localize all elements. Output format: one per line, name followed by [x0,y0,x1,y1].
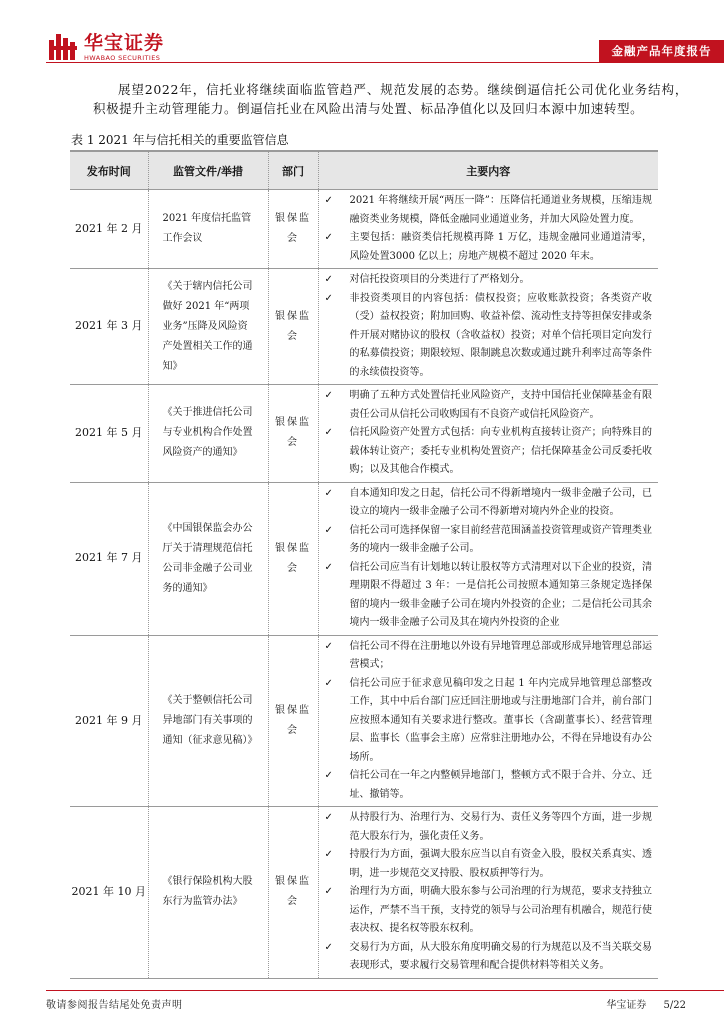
content-bullet [325,809,653,846]
header-department: 部门 [268,151,318,190]
row-department: 银保监会 [268,482,318,635]
bullet-text: 信托公司在一年之内整顿异地部门，整顿方式不限于合并、分立、迁址、撤销等。 [349,770,652,800]
footer-divider [46,990,724,991]
content-bullet [325,559,653,633]
content-bullet [325,290,653,383]
bullet-text: 信托风险资产处置方式包括：向专业机构直接转让资产；向特殊目的载体转让资产；委托专业机构处置资产；信托保障基金公司反委托收购；以及其他合作模式。 [349,427,652,475]
checkmark-icon: ✓ [324,487,333,499]
bullet-text: 信托公司可选择保留一家目前经营范围涵盖投资管理或资产管理类业务的境内一级非金融子公司。 [349,524,652,554]
row-document: 《关于辖内信托公司做好 2021 年“两项业务”压降及风险资产处置相关工作的通知》 [148,269,268,385]
content-bullet [325,271,653,290]
checkmark-icon: ✓ [324,640,333,652]
content-bullet [325,939,653,976]
content-bullet [325,522,653,559]
logo-chinese-name: 华宝证券 [84,32,165,54]
bullet-text: 对信托投资项目的分类进行了严格划分。 [349,274,530,285]
row-document: 《关于推进信托公司与专业机构合作处置风险资产的通知》 [148,385,268,483]
table-row [70,269,658,385]
row-department: 银保监会 [268,807,318,979]
content-bullet [325,387,653,424]
content-bullet [325,485,653,522]
checkmark-icon: ✓ [324,274,333,285]
table-caption: 表 1 2021 年与信托相关的重要监管信息 [71,133,289,147]
bullet-text: 治理行为方面，明确大股东参与公司治理的行为规范，要求支持独立运作，严禁不当干预，支持党的领导与公司治理有机融合，规范行使表决权、提名权等股东权利。 [349,886,652,934]
checkmark-icon: ✓ [324,390,333,401]
content-bullet [325,229,653,266]
checkmark-icon: ✓ [324,427,333,438]
row-content [318,482,658,635]
bullet-text: 信托公司应于征求意见稿印发之日起 1 年内完成异地管理总部整改工作，其中中后台部门应迁回注册地或与注册地部门合并，前台部门应按照本通知有关要求进行整改。董事长（含副董事长）、经营管理层、监事长（监事会主席）应常驻注册地办公，不得在异地设有办公场所。 [349,677,652,763]
row-department: 银保监会 [268,635,318,807]
bullet-text: 信托公司应当有计划地以转让股权等方式清理对以下企业的投资，清理期限不得超过 3 年：一是信托公司按照本通知第三条规定选择保留的境内一级非金融子公司在境内外投资的企业；二是信托公司其余境内一级非金融子公司及其在境内外投资的企业 [349,561,652,628]
checkmark-icon: ✓ [324,849,333,860]
header-document: 监管文件/举措 [148,151,268,190]
checkmark-icon: ✓ [324,292,333,304]
bullet-text: 信托公司不得在注册地以外设有异地管理总部或形成异地管理总部运营模式； [349,640,652,670]
row-document: 《银行保险机构大股东行为监管办法》 [148,807,268,979]
table-header-row [70,151,658,190]
row-department: 银保监会 [268,190,318,269]
page-header [0,0,724,70]
checkmark-icon: ✓ [324,941,333,953]
row-date: 2021 年 3 月 [70,269,148,385]
row-department: 银保监会 [268,269,318,385]
row-date: 2021 年 10 月 [70,807,148,979]
table-row [70,482,658,635]
bullet-text: 主要包括：融资类信托规模再降 1 万亿，违规金融同业通道清零，风险处置3000 亿以上；房地产规模不超过 2020 年末。 [349,232,652,262]
content-bullet [325,675,653,768]
report-type-tag: 金融产品年度报告 [599,40,724,62]
checkmark-icon: ✓ [324,195,333,206]
row-department: 银保监会 [268,385,318,483]
row-document: 2021 年度信托监管工作会议 [148,190,268,269]
content-bullet [325,192,653,229]
footer-disclaimer: 敬请参阅报告结尾处免责声明 [46,1000,183,1011]
row-document: 《关于整顿信托公司异地部门有关事项的通知（征求意见稿）》 [148,635,268,807]
bullet-text: 交易行为方面，从大股东角度明确交易的行为规范以及不当关联交易表现形式，要求履行交易管理和配合提供材料等相关义务。 [349,941,652,971]
footer-company: 华宝证券 [606,1000,647,1011]
content-bullet [325,424,653,480]
bullet-text: 自本通知印发之日起，信托公司不得新增境内一级非金融子公司，已设立的境内一级非金融子公司不得新增对境内外企业的投资。 [349,487,652,517]
row-content [318,807,658,979]
checkmark-icon: ✓ [324,524,333,536]
checkmark-icon: ✓ [324,812,333,823]
header-divider [46,62,724,63]
row-date: 2021 年 7 月 [70,482,148,635]
row-document: 《中国银保监会办公厅关于清理规范信托公司非金融子公司业务的通知》 [148,482,268,635]
bullet-text: 明确了五种方式处置信托业风险资产，支持中国信托业保障基金有限责任公司从信托公司收购国有不良资产或信托风险资产。 [349,390,652,420]
header-content: 主要内容 [318,151,658,190]
regulation-table [70,150,658,979]
bullet-text: 非投资类项目的内容包括：债权投资；应收账款投资；各类资产收（受）益权投资；附加回购、收益补偿、流动性支持等担保安排或条件开展对赌协议的股权（含收益权）投资；对单个信托项目定向发行的私募债投资；期限较短、限制跳息次数或通过跳升利率过高等条件的永续债投资等。 [349,292,652,378]
content-bullet [325,638,653,675]
header-date: 发布时间 [70,151,148,190]
row-date: 2021 年 2 月 [70,190,148,269]
content-bullet [325,767,653,804]
table-row [70,807,658,979]
bullet-text: 2021 年将继续开展“两压一降”：压降信托通道业务规模，压缩违规融资类业务规模，降低金融同业通道业务，并加大风险处置力度。 [349,195,652,225]
company-logo [46,30,164,64]
row-content [318,385,658,483]
table-row [70,190,658,269]
row-date: 2021 年 5 月 [70,385,148,483]
intro-paragraph: 展望2022年，信托业将继续面临监管趋严、规范发展的态势。继续倒逼信托公司优化业务结构，积极提升主动管理能力。倒逼信托业在风险出清与处置、标品净值化以及回归本源中加速转型。 [93,81,688,116]
checkmark-icon: ✓ [324,886,333,897]
bullet-text: 从持股行为、治理行为、交易行为、责任义务等四个方面，进一步规范大股东行为，强化责任义务。 [349,812,652,842]
page-number: 5/22 [663,1000,686,1011]
checkmark-icon: ✓ [324,770,333,781]
hwabao-logo-icon [46,30,80,64]
bullet-text: 持股行为方面，强调大股东应当以自有资金入股，股权关系真实、透明，进一步规范交叉持股、股权质押等行为。 [349,849,652,879]
table-row [70,635,658,807]
checkmark-icon: ✓ [324,561,333,573]
table-row [70,385,658,483]
row-content [318,190,658,269]
row-content [318,269,658,385]
checkmark-icon: ✓ [324,677,333,689]
row-date: 2021 年 9 月 [70,635,148,807]
row-content [318,635,658,807]
content-bullet [325,846,653,883]
logo-english-name: HWABAO SECURITIES [84,54,161,62]
checkmark-icon: ✓ [324,232,333,243]
content-bullet [325,883,653,939]
footer-info [592,996,686,1011]
